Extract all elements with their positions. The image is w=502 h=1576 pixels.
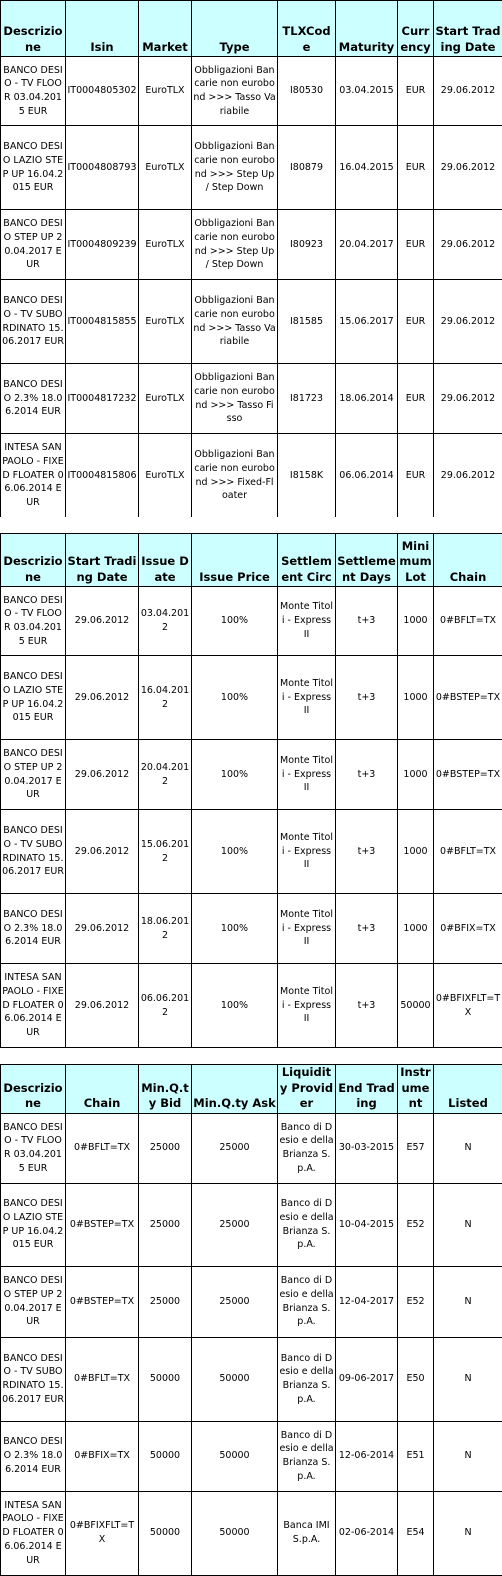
cell-start-trading-date: 29.06.2012 xyxy=(66,656,139,740)
cell-listed: N xyxy=(434,1183,502,1266)
header-minimum-lot: Minimum Lot xyxy=(398,534,434,587)
cell-liquidity-provider: Banco di Desio e della Brianza S.p.A. xyxy=(278,1421,336,1491)
cell-min-qty-ask: 25000 xyxy=(192,1113,278,1183)
table-row xyxy=(1,1421,502,1491)
cell-end-trading: 12-04-2017 xyxy=(336,1266,398,1337)
cell-currency: EUR xyxy=(398,280,434,364)
bond-listing-table xyxy=(0,0,502,518)
cell-descrizione: BANCO DESIO 2.3% 18.06.2014 EUR xyxy=(1,364,66,434)
table-row xyxy=(1,280,502,364)
cell-descrizione: BANCO DESIO - TV SUBORDINATO 15.06.2017 EUR xyxy=(1,1337,66,1421)
cell-instrument: E52 xyxy=(398,1183,434,1266)
cell-chain: 0#BFIX=TX xyxy=(434,894,502,964)
header-end-trading: End Trading xyxy=(336,1065,398,1114)
cell-descrizione: BANCO DESIO 2.3% 18.06.2014 EUR xyxy=(1,894,66,964)
cell-instrument: E51 xyxy=(398,1421,434,1491)
table-header-row xyxy=(1,1,502,57)
cell-min-qty-bid: 25000 xyxy=(139,1113,192,1183)
cell-tlxcode: I8158K xyxy=(278,434,336,518)
header-start-trading-date: Start Trading Date xyxy=(434,1,502,57)
table-row xyxy=(1,1266,502,1337)
header-min-qty-bid: Min.Q.ty Bid xyxy=(139,1065,192,1114)
cell-type: Obbligazioni Bancarie non eurobond >>> Step Up / Step Down xyxy=(192,126,278,210)
cell-type: Obbligazioni Bancarie non eurobond >>> Step Up / Step Down xyxy=(192,210,278,280)
cell-descrizione: BANCO DESIO STEP UP 20.04.2017 EUR xyxy=(1,740,66,810)
header-issue-price: Issue Price xyxy=(192,534,278,587)
table-row xyxy=(1,740,502,810)
header-listed: Listed xyxy=(434,1065,502,1114)
cell-start-trading-date: 29.06.2012 xyxy=(434,126,502,210)
cell-minimum-lot: 1000 xyxy=(398,740,434,810)
cell-start-trading-date: 29.06.2012 xyxy=(66,587,139,656)
header-settlement-circ: Settlement Circ xyxy=(278,534,336,587)
cell-issue-price: 100% xyxy=(192,740,278,810)
header-maturity: Maturity xyxy=(336,1,398,57)
cell-issue-date: 06.06.2012 xyxy=(139,964,192,1048)
cell-chain: 0#BSTEP=TX xyxy=(434,656,502,740)
cell-end-trading: 09-06-2017 xyxy=(336,1337,398,1421)
cell-tlxcode: I80530 xyxy=(278,57,336,126)
cell-min-qty-bid: 50000 xyxy=(139,1337,192,1421)
cell-isin: IT0004815806 xyxy=(66,434,139,518)
cell-maturity: 20.04.2017 xyxy=(336,210,398,280)
cell-descrizione: BANCO DESIO STEP UP 20.04.2017 EUR xyxy=(1,210,66,280)
cell-descrizione: BANCO DESIO LAZIO STEP UP 16.04.2015 EUR xyxy=(1,126,66,210)
cell-instrument: E52 xyxy=(398,1266,434,1337)
cell-min-qty-ask: 50000 xyxy=(192,1491,278,1575)
cell-min-qty-ask: 50000 xyxy=(192,1337,278,1421)
cell-descrizione: BANCO DESIO - TV FLOOR 03.04.2015 EUR xyxy=(1,587,66,656)
cell-issue-date: 20.04.2012 xyxy=(139,740,192,810)
header-start-trading-date: Start Trading Date xyxy=(66,534,139,587)
cell-descrizione: INTESA SANPAOLO - FIXED FLOATER 06.06.2014 EUR xyxy=(1,434,66,518)
cell-start-trading-date: 29.06.2012 xyxy=(434,364,502,434)
cell-isin: IT0004805302 xyxy=(66,57,139,126)
header-isin: Isin xyxy=(66,1,139,57)
cell-descrizione: INTESA SANPAOLO - FIXED FLOATER 06.06.2014 EUR xyxy=(1,1491,66,1575)
cell-minimum-lot: 50000 xyxy=(398,964,434,1048)
cell-market: EuroTLX xyxy=(139,210,192,280)
cell-descrizione: BANCO DESIO LAZIO STEP UP 16.04.2015 EUR xyxy=(1,1183,66,1266)
cell-min-qty-ask: 50000 xyxy=(192,1421,278,1491)
cell-isin: IT0004808793 xyxy=(66,126,139,210)
header-currency: Currency xyxy=(398,1,434,57)
header-instrument: Instrument xyxy=(398,1065,434,1114)
cell-chain: 0#BSTEP=TX xyxy=(66,1266,139,1337)
cell-descrizione: BANCO DESIO STEP UP 20.04.2017 EUR xyxy=(1,1266,66,1337)
cell-tlxcode: I80923 xyxy=(278,210,336,280)
cell-chain: 0#BSTEP=TX xyxy=(434,740,502,810)
cell-end-trading: 02-06-2014 xyxy=(336,1491,398,1575)
cell-liquidity-provider: Banca IMI S.p.A. xyxy=(278,1491,336,1575)
cell-descrizione: BANCO DESIO LAZIO STEP UP 16.04.2015 EUR xyxy=(1,656,66,740)
header-descrizione: Descrizione xyxy=(1,1,66,57)
liquidity-table xyxy=(0,1064,502,1576)
cell-issue-date: 18.06.2012 xyxy=(139,894,192,964)
cell-liquidity-provider: Banco di Desio e della Brianza S.p.A. xyxy=(278,1113,336,1183)
cell-chain: 0#BFIX=TX xyxy=(66,1421,139,1491)
cell-minimum-lot: 1000 xyxy=(398,894,434,964)
cell-min-qty-bid: 25000 xyxy=(139,1183,192,1266)
cell-listed: N xyxy=(434,1491,502,1575)
cell-market: EuroTLX xyxy=(139,434,192,518)
cell-tlxcode: I81585 xyxy=(278,280,336,364)
header-descrizione: Descrizione xyxy=(1,534,66,587)
cell-min-qty-bid: 25000 xyxy=(139,1266,192,1337)
cell-liquidity-provider: Banco di Desio e della Brianza S.p.A. xyxy=(278,1183,336,1266)
cell-issue-price: 100% xyxy=(192,964,278,1048)
table-row xyxy=(1,434,502,518)
cell-settlement-circ: Monte Titoli - Express II xyxy=(278,740,336,810)
cell-type: Obbligazioni Bancarie non eurobond >>> Tasso Fisso xyxy=(192,364,278,434)
cell-settlement-circ: Monte Titoli - Express II xyxy=(278,964,336,1048)
header-liquidity-provider: Liquidity Provider xyxy=(278,1065,336,1114)
table-row xyxy=(1,210,502,280)
header-settlement-days: Settlement Days xyxy=(336,534,398,587)
cell-min-qty-bid: 50000 xyxy=(139,1491,192,1575)
cell-instrument: E50 xyxy=(398,1337,434,1421)
table-row xyxy=(1,126,502,210)
cell-issue-price: 100% xyxy=(192,894,278,964)
cell-start-trading-date: 29.06.2012 xyxy=(66,894,139,964)
table-row xyxy=(1,1183,502,1266)
header-chain: Chain xyxy=(434,534,502,587)
cell-descrizione: BANCO DESIO - TV SUBORDINATO 15.06.2017 EUR xyxy=(1,280,66,364)
cell-liquidity-provider: Banco di Desio e della Brianza S.p.A. xyxy=(278,1337,336,1421)
cell-issue-price: 100% xyxy=(192,587,278,656)
cell-chain: 0#BFLT=TX xyxy=(66,1113,139,1183)
cell-settlement-circ: Monte Titoli - Express II xyxy=(278,894,336,964)
cell-maturity: 18.06.2014 xyxy=(336,364,398,434)
cell-settlement-days: t+3 xyxy=(336,810,398,894)
cell-chain: 0#BFIXFLT=TX xyxy=(434,964,502,1048)
cell-issue-date: 16.04.2012 xyxy=(139,656,192,740)
cell-descrizione: INTESA SANPAOLO - FIXED FLOATER 06.06.2014 EUR xyxy=(1,964,66,1048)
cell-start-trading-date: 29.06.2012 xyxy=(434,57,502,126)
cell-descrizione: BANCO DESIO 2.3% 18.06.2014 EUR xyxy=(1,1421,66,1491)
cell-issue-price: 100% xyxy=(192,810,278,894)
cell-settlement-circ: Monte Titoli - Express II xyxy=(278,810,336,894)
cell-maturity: 16.04.2015 xyxy=(336,126,398,210)
cell-market: EuroTLX xyxy=(139,364,192,434)
cell-descrizione: BANCO DESIO - TV FLOOR 03.04.2015 EUR xyxy=(1,57,66,126)
cell-start-trading-date: 29.06.2012 xyxy=(434,280,502,364)
cell-start-trading-date: 29.06.2012 xyxy=(434,210,502,280)
cell-tlxcode: I80879 xyxy=(278,126,336,210)
cell-instrument: E54 xyxy=(398,1491,434,1575)
cell-end-trading: 30-03-2015 xyxy=(336,1113,398,1183)
cell-isin: IT0004817232 xyxy=(66,364,139,434)
table-row xyxy=(1,810,502,894)
cell-currency: EUR xyxy=(398,364,434,434)
cell-settlement-days: t+3 xyxy=(336,740,398,810)
table-row xyxy=(1,57,502,126)
cell-isin: IT0004809239 xyxy=(66,210,139,280)
cell-currency: EUR xyxy=(398,57,434,126)
cell-type: Obbligazioni Bancarie non eurobond >>> Fixed-Floater xyxy=(192,434,278,518)
cell-listed: N xyxy=(434,1337,502,1421)
cell-start-trading-date: 29.06.2012 xyxy=(66,740,139,810)
table-row xyxy=(1,1113,502,1183)
cell-tlxcode: I81723 xyxy=(278,364,336,434)
settlement-table xyxy=(0,533,502,1048)
cell-minimum-lot: 1000 xyxy=(398,810,434,894)
table-row xyxy=(1,964,502,1048)
cell-chain: 0#BFLT=TX xyxy=(66,1337,139,1421)
cell-maturity: 15.06.2017 xyxy=(336,280,398,364)
cell-market: EuroTLX xyxy=(139,57,192,126)
header-chain: Chain xyxy=(66,1065,139,1114)
cell-market: EuroTLX xyxy=(139,126,192,210)
cell-min-qty-bid: 50000 xyxy=(139,1421,192,1491)
table-row xyxy=(1,1337,502,1421)
cell-descrizione: BANCO DESIO - TV SUBORDINATO 15.06.2017 EUR xyxy=(1,810,66,894)
cell-type: Obbligazioni Bancarie non eurobond >>> Tasso Variabile xyxy=(192,57,278,126)
cell-min-qty-ask: 25000 xyxy=(192,1183,278,1266)
cell-settlement-circ: Monte Titoli - Express II xyxy=(278,656,336,740)
cell-end-trading: 12-06-2014 xyxy=(336,1421,398,1491)
header-issue-date: Issue Date xyxy=(139,534,192,587)
header-descrizione: Descrizione xyxy=(1,1065,66,1114)
table-row xyxy=(1,587,502,656)
cell-settlement-days: t+3 xyxy=(336,656,398,740)
cell-listed: N xyxy=(434,1266,502,1337)
cell-minimum-lot: 1000 xyxy=(398,656,434,740)
cell-chain: 0#BFLT=TX xyxy=(434,810,502,894)
cell-settlement-circ: Monte Titoli - Express II xyxy=(278,587,336,656)
cell-chain: 0#BFIXFLT=TX xyxy=(66,1491,139,1575)
cell-settlement-days: t+3 xyxy=(336,587,398,656)
cell-liquidity-provider: Banco di Desio e della Brianza S.p.A. xyxy=(278,1266,336,1337)
table-row xyxy=(1,656,502,740)
table-row xyxy=(1,894,502,964)
cell-currency: EUR xyxy=(398,126,434,210)
cell-start-trading-date: 29.06.2012 xyxy=(434,434,502,518)
cell-issue-date: 03.04.2012 xyxy=(139,587,192,656)
cell-chain: 0#BFLT=TX xyxy=(434,587,502,656)
cell-start-trading-date: 29.06.2012 xyxy=(66,964,139,1048)
table-header-row xyxy=(1,534,502,587)
cell-minimum-lot: 1000 xyxy=(398,587,434,656)
cell-start-trading-date: 29.06.2012 xyxy=(66,810,139,894)
header-market: Market xyxy=(139,1,192,57)
cell-maturity: 06.06.2014 xyxy=(336,434,398,518)
header-type: Type xyxy=(192,1,278,57)
cell-listed: N xyxy=(434,1421,502,1491)
header-min-qty-ask: Min.Q.ty Ask xyxy=(192,1065,278,1114)
cell-type: Obbligazioni Bancarie non eurobond >>> Tasso Variabile xyxy=(192,280,278,364)
cell-settlement-days: t+3 xyxy=(336,964,398,1048)
cell-currency: EUR xyxy=(398,434,434,518)
cell-currency: EUR xyxy=(398,210,434,280)
cell-market: EuroTLX xyxy=(139,280,192,364)
table-row xyxy=(1,364,502,434)
cell-end-trading: 10-04-2015 xyxy=(336,1183,398,1266)
header-tlxcode: TLXCode xyxy=(278,1,336,57)
table-header-row xyxy=(1,1065,502,1114)
cell-settlement-days: t+3 xyxy=(336,894,398,964)
cell-maturity: 03.04.2015 xyxy=(336,57,398,126)
cell-chain: 0#BSTEP=TX xyxy=(66,1183,139,1266)
cell-min-qty-ask: 25000 xyxy=(192,1266,278,1337)
cell-isin: IT0004815855 xyxy=(66,280,139,364)
cell-listed: N xyxy=(434,1113,502,1183)
cell-descrizione: BANCO DESIO - TV FLOOR 03.04.2015 EUR xyxy=(1,1113,66,1183)
cell-instrument: E57 xyxy=(398,1113,434,1183)
cell-issue-date: 15.06.2012 xyxy=(139,810,192,894)
table-row xyxy=(1,1491,502,1575)
cell-issue-price: 100% xyxy=(192,656,278,740)
